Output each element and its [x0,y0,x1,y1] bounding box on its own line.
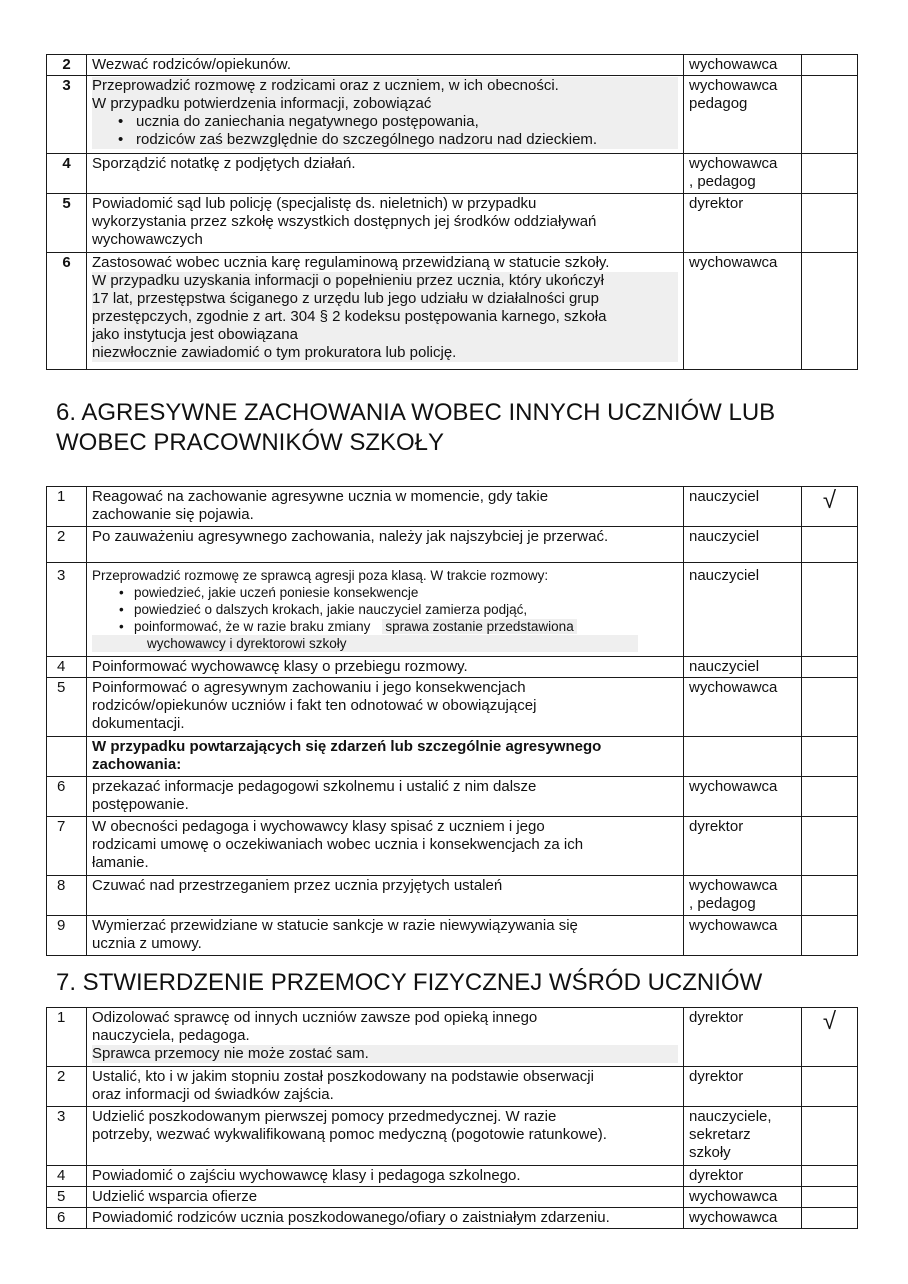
table-row [47,1187,858,1208]
check-cell [802,876,858,916]
task-line: Powiadomić sąd lub policję (specjalistę ds. nieletnich) w przypadku [92,195,537,212]
list-item: • powiedzieć, jakie uczeń poniesie konsekwencje [134,584,678,601]
responsible-line: wychowawca [689,877,778,894]
table-row [47,527,858,563]
responsible-line: wychowawca [689,155,778,172]
task-cell [87,253,684,370]
check-cell [802,563,858,657]
responsible-line: nauczyciel [689,658,760,675]
responsible-cell [684,657,802,678]
task-cell [87,817,684,876]
task-line: jako instytucja jest obowiązana [92,326,298,343]
task-cell [87,1008,684,1067]
task-cell [87,777,684,817]
checkmark: √ [802,487,858,527]
task-cell [87,737,684,777]
row-number: 1 [47,487,87,527]
table-row [47,1208,858,1229]
task-line: ucznia z umowy. [92,935,202,952]
responsible-line: wychowawca [689,254,778,271]
task-line: Wezwać rodziców/opiekunów. [92,56,291,73]
task-cell [87,1208,684,1229]
responsible-cell [684,916,802,956]
responsible-line: wychowawca [689,1188,778,1205]
responsible-line: dyrektor [689,1009,744,1026]
task-line: W obecności pedagoga i wychowawcy klasy spisać z uczniem i jego [92,818,545,835]
task-cell [87,55,684,76]
task-line: Sporządzić notatkę z podjętych działań. [92,155,356,172]
task-cell [87,1107,684,1166]
task-line: Sprawca przemocy nie może zostać sam. [92,1045,678,1063]
table-row [47,1166,858,1187]
task-line: Poinformować o agresywnym zachowaniu i jego konsekwencjach [92,679,526,696]
check-cell [802,154,858,194]
task-line: Powiadomić o zajściu wychowawcę klasy i pedagoga szkolnego. [92,1167,521,1184]
task-line: Ustalić, kto i w jakim stopniu został poszkodowany na podstawie obserwacji [92,1068,594,1085]
check-cell [802,253,858,370]
procedure-table-continued [46,54,858,370]
check-cell [802,737,858,777]
task-line: dokumentacji. [92,715,185,732]
table-row [47,194,858,253]
task-line: Zastosować wobec ucznia karę regulaminową przewidzianą w statucie szkoły. [92,254,610,271]
responsible-line: nauczyciel [689,567,760,584]
responsible-cell [684,1008,802,1067]
table-row [47,737,858,777]
task-line: W przypadku uzyskania informacji o popełnieniu przez ucznia, który ukończył [92,272,604,289]
task-cell [87,154,684,194]
responsible-cell [684,487,802,527]
row-number: 6 [47,777,87,817]
heading-line: 7. STWIERDZENIE PRZEMOCY FIZYCZNEJ WŚRÓD UCZNIÓW [56,969,763,996]
task-line: Powiadomić rodziców ucznia poszkodowanego/ofiary o zaistniałym zdarzeniu. [92,1209,610,1226]
table-row [47,916,858,956]
check-cell [802,657,858,678]
task-line: 17 lat, przestępstwa ściganego z urzędu lub jego udziału w działalności grup [92,290,599,307]
row-number: 7 [47,817,87,876]
task-line: rodziców/opiekunów uczniów i fakt ten odnotować w obowiązującej [92,697,537,714]
table-row [47,1067,858,1107]
responsible-line: , pedagog [689,895,756,912]
table-row [47,487,858,527]
row-number: 3 [47,563,87,657]
task-line: Udzielić poszkodowanym pierwszej pomocy przedmedycznej. W razie [92,1108,557,1125]
section-7-heading [56,968,856,998]
table-row [47,777,858,817]
responsible-cell [684,737,802,777]
check-cell [802,55,858,76]
responsible-line: wychowawca [689,1209,778,1226]
task-line: wychowawcy i dyrektorowi szkoły [92,635,638,652]
task-line: rodzicami umowę o oczekiwaniach wobec ucznia i konsekwencjach za ich [92,836,584,853]
check-cell [802,194,858,253]
task-line: wykorzystania przez szkołę wszystkich dostępnych jej środków oddziaływań [92,213,597,230]
table-row [47,657,858,678]
bullet-list [92,584,678,635]
table-row [47,1008,858,1067]
row-number: 3 [47,1107,87,1166]
check-cell [802,527,858,563]
row-number: 4 [47,1166,87,1187]
heading-line: 6. AGRESYWNE ZACHOWANIA WOBEC INNYCH UCZNIÓW LUB [56,399,776,426]
responsible-cell [684,527,802,563]
check-cell [802,916,858,956]
task-line: przestępczych, zgodnie z art. 304 § 2 kodeksu postępowania karnego, szkoła [92,308,607,325]
responsible-cell [684,1208,802,1229]
responsible-cell [684,563,802,657]
responsible-cell [684,678,802,737]
row-number: 4 [47,657,87,678]
list-item-text: poinformować, że w razie braku zmiany [134,619,371,634]
heading-line: WOBEC PRACOWNIKÓW SZKOŁY [56,429,445,456]
responsible-line: wychowawca [689,917,778,934]
task-line: Udzielić wsparcia ofierze [92,1188,258,1205]
responsible-cell [684,817,802,876]
physical-violence-procedure-table [46,1007,858,1229]
responsible-cell [684,1187,802,1208]
table-row [47,817,858,876]
check-cell [802,1187,858,1208]
task-cell [87,876,684,916]
checkmark: √ [802,1008,858,1067]
row-number: 3 [47,76,87,154]
table-row [47,1107,858,1166]
list-item [134,618,678,635]
check-cell [802,1166,858,1187]
bullet-list [92,113,678,149]
table-row [47,563,858,657]
responsible-line: dyrektor [689,1068,744,1085]
task-line: Wymierzać przewidziane w statucie sankcje w razie niewywiązywania się [92,917,578,934]
responsible-line: , pedagog [689,173,756,190]
task-cell [87,527,684,563]
task-cell [87,1067,684,1107]
row-number: 6 [47,1208,87,1229]
responsible-line: szkoły [689,1144,731,1161]
aggression-procedure-table [46,486,858,956]
task-cell [87,563,684,657]
table-row [47,678,858,737]
check-cell [802,1208,858,1229]
highlighted-text: sprawa zostanie przedstawiona [382,619,576,634]
task-cell [87,1166,684,1187]
responsible-line: nauczyciel [689,528,760,545]
row-number: 2 [47,527,87,563]
row-number: 2 [47,1067,87,1107]
task-line: Przeprowadzić rozmowę ze sprawcą agresji poza klasą. W trakcie rozmowy: [92,568,549,583]
row-number [47,737,87,777]
responsible-cell [684,876,802,916]
task-line: Reagować na zachowanie agresywne ucznia w momencie, gdy takie [92,488,549,505]
table-row [47,876,858,916]
task-line: Odizolować sprawcę od innych uczniów zawsze pod opieką innego [92,1009,538,1026]
responsible-cell [684,55,802,76]
task-line: W przypadku powtarzających się zdarzeń lub szczególnie agresywnego [92,738,602,755]
responsible-cell [684,76,802,154]
row-number: 9 [47,916,87,956]
task-cell [87,76,684,154]
responsible-cell [684,777,802,817]
task-cell [87,1187,684,1208]
row-number: 5 [47,1187,87,1208]
responsible-line: wychowawca [689,56,778,73]
check-cell [802,678,858,737]
task-line: nauczyciela, pedagoga. [92,1027,250,1044]
task-line: wychowawczych [92,231,203,248]
task-line: przekazać informacje pedagogowi szkolnemu i ustalić z nim dalsze [92,778,537,795]
table-row [47,76,858,154]
responsible-cell [684,1067,802,1107]
check-cell [802,817,858,876]
task-cell [87,657,684,678]
row-number: 5 [47,194,87,253]
responsible-line: nauczyciel [689,488,760,505]
task-cell [87,487,684,527]
section-6-heading [56,398,856,458]
responsible-cell [684,1107,802,1166]
responsible-line: wychowawca [689,679,778,696]
task-line: oraz informacji od świadków zajścia. [92,1086,334,1103]
row-number: 2 [47,55,87,76]
check-cell [802,76,858,154]
check-cell [802,1107,858,1166]
responsible-line: sekretarz [689,1126,751,1143]
responsible-line: nauczyciele, [689,1108,772,1125]
responsible-line: dyrektor [689,195,744,212]
table-row [47,55,858,76]
task-cell [87,916,684,956]
task-line: postępowanie. [92,796,189,813]
row-number: 6 [47,253,87,370]
list-item: • powiedzieć o dalszych krokach, jakie nauczyciel zamierza podjąć, [134,601,678,618]
highlighted-block [92,77,678,149]
responsible-cell [684,1166,802,1187]
task-line: potrzeby, wezwać wykwalifikowaną pomoc medyczną (pogotowie ratunkowe). [92,1126,607,1143]
highlighted-block [92,272,678,362]
responsible-line: wychowawca [689,778,778,795]
responsible-line: wychowawca [689,77,778,94]
row-number: 5 [47,678,87,737]
responsible-cell [684,154,802,194]
task-line: W przypadku potwierdzenia informacji, zobowiązać [92,95,432,112]
task-line: Po zauważeniu agresywnego zachowania, należy jak najszybciej je przerwać. [92,528,609,545]
check-cell [802,777,858,817]
task-line: zachowania: [92,756,182,773]
responsible-line: dyrektor [689,818,744,835]
table-row [47,154,858,194]
responsible-cell [684,194,802,253]
responsible-line: pedagog [689,95,748,112]
responsible-line: dyrektor [689,1167,744,1184]
check-cell [802,1067,858,1107]
row-number: 8 [47,876,87,916]
task-cell [87,194,684,253]
task-line: łamanie. [92,854,149,871]
task-line: niezwłocznie zawiadomić o tym prokuratora lub policję. [92,344,457,361]
responsible-cell [684,253,802,370]
task-line: Czuwać nad przestrzeganiem przez ucznia przyjętych ustaleń [92,877,503,894]
task-line: Przeprowadzić rozmowę z rodzicami oraz z uczniem, w ich obecności. [92,77,559,94]
list-item: • ucznia do zaniechania negatywnego postępowania, [136,113,678,131]
task-line: zachowanie się pojawia. [92,506,254,523]
list-item: • rodziców zaś bezwzględnie do szczególnego nadzoru nad dzieckiem. [136,131,678,149]
task-line: Poinformować wychowawcę klasy o przebiegu rozmowy. [92,658,468,675]
task-cell [87,678,684,737]
table-row [47,253,858,370]
row-number: 1 [47,1008,87,1067]
row-number: 4 [47,154,87,194]
